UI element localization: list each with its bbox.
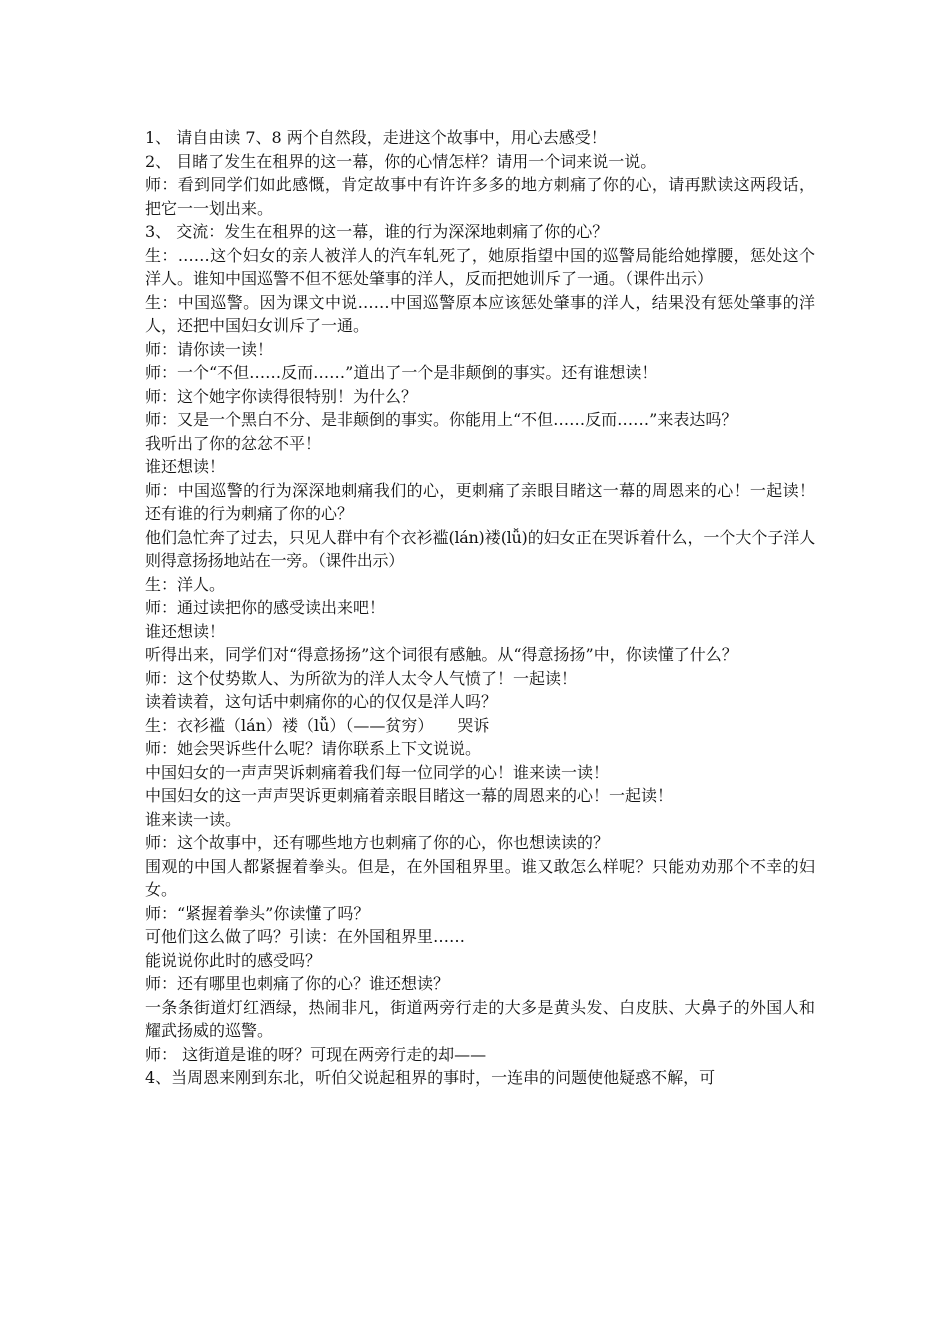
paragraph-23: 中国妇女的一声声哭诉刺痛着我们每一位同学的心！谁来读一读！: [145, 762, 610, 782]
paragraph-10: 师：又是一个黑白不分、是非颠倒的事实。你能用上“不但……反而……”来表达吗？: [145, 410, 738, 429]
paragraph-4: 3、 交流：发生在租界的这一幕，谁的行为深深地刺痛了你的心？: [145, 222, 609, 241]
paragraph-8: 师：一个“不但……反而……”道出了一个是非颠倒的事实。还有谁想读！: [145, 363, 658, 382]
document-body: [145, 126, 815, 1090]
paragraph-24: 中国妇女的这一声声哭诉更刺痛着亲眼目睹这一幕的周恩来的心！一起读！: [145, 786, 674, 805]
paragraph-11: 我听出了你的忿忿不平！: [145, 433, 322, 453]
paragraph-21: 生：衣衫褴（lán）褛（lǚ）（——贫穷） 哭诉: [145, 715, 490, 735]
paragraph-25: 谁来读一读。: [145, 809, 242, 829]
paragraph-19: 师：这个仗势欺人、为所欲为的洋人太令人气愤了！一起读！: [145, 668, 578, 688]
paragraph-12: 谁还想读！: [145, 457, 226, 476]
paragraph-14: 他们急忙奔了过去，只见人群中有个衣衫褴(lán)褛(lǚ)的妇女正在哭诉着什么，一个大个子洋人则得意扬扬地站在一旁。（课件出示）: [145, 527, 815, 570]
paragraph-2: 2、 目睹了发生在租界的这一幕，你的心情怎样？请用一个词来说一说。: [145, 151, 657, 171]
paragraph-9: 师：这个她字你读得很特别！为什么？: [145, 386, 418, 406]
paragraph-13: 师：中国巡警的行为深深地刺痛我们的心，更刺痛了亲眼目睹这一幕的周恩来的心！一起读！还有谁的行为刺痛了你的心？: [145, 480, 815, 523]
paragraph-6: 生：中国巡警。因为课文中说……中国巡警原本应该惩处肇事的洋人，结果没有惩处肇事的洋人，还把中国妇女训斥了一通。: [145, 292, 815, 335]
paragraph-29: 可他们这么做了吗？引读：在外国租界里……: [145, 927, 466, 946]
paragraph-34: 4、当周恩来刚到东北，听伯父说起租界的事时，一连串的问题使他疑惑不解，可: [145, 1068, 716, 1087]
paragraph-27: 围观的中国人都紧握着拳头。但是，在外国租界里。谁又敢怎么样呢？只能劝劝那个不幸的妇女。: [145, 856, 815, 899]
paragraph-26: 师：这个故事中，还有哪些地方也刺痛了你的心，你也想读读的？: [145, 833, 610, 852]
paragraph-22: 师：她会哭诉些什么呢？请你联系上下文说说。: [145, 739, 482, 758]
paragraph-16: 师：通过读把你的感受读出来吧！: [145, 598, 386, 617]
paragraph-7: 师：请你读一读！: [145, 339, 274, 359]
paragraph-18: 听得出来，同学们对“得意扬扬”这个词很有感触。从“得意扬扬”中，你读懂了什么？: [145, 645, 738, 664]
paragraph-31: 师：还有哪里也刺痛了你的心？谁还想读？: [145, 974, 450, 993]
paragraph-28: 师：“紧握着拳头”你读懂了吗？: [145, 903, 370, 923]
paragraph-3: 师：看到同学们如此感慨，肯定故事中有许许多多的地方刺痛了你的心，请再默读这两段话，把它一一划出来。: [145, 175, 815, 218]
paragraph-30: 能说说你此时的感受吗？: [145, 950, 322, 970]
paragraph-1: 1、 请自由读 7、8 两个自然段，走进这个故事中，用心去感受！: [145, 128, 607, 147]
paragraph-17: 谁还想读！: [145, 621, 226, 641]
paragraph-20: 读着读着，这句话中刺痛你的心的仅仅是洋人吗？: [145, 692, 498, 711]
paragraph-15: 生：洋人。: [145, 574, 226, 594]
paragraph-32: 一条条街道灯红酒绿，热闹非凡，街道两旁行走的大多是黄头发、白皮肤、大鼻子的外国人和耀武扬威的巡警。: [145, 997, 815, 1040]
paragraph-33: 师： 这街道是谁的呀？可现在两旁行走的却——: [145, 1044, 487, 1064]
paragraph-5: 生：……这个妇女的亲人被洋人的汽车轧死了，她原指望中国的巡警局能给她撑腰，惩处这个洋人。谁知中国巡警不但不惩处肇事的洋人，反而把她训斥了一通。（课件出示）: [145, 245, 815, 288]
